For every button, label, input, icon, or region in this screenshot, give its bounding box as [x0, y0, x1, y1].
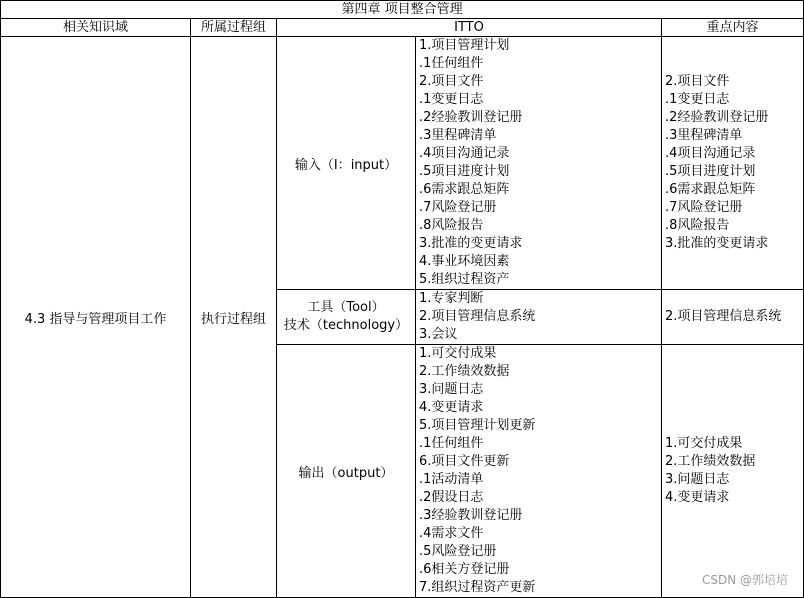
- list-item: .4需求文件: [419, 526, 484, 541]
- inputs-row: [1, 37, 804, 290]
- input-key-points: [662, 37, 804, 290]
- list-item: .4项目沟通记录: [419, 146, 510, 161]
- list-item: 5.项目管理计划更新: [419, 418, 536, 433]
- output-label: 输出（output）: [277, 345, 416, 598]
- header-process-group: 所属过程组: [191, 19, 277, 37]
- list-item: 5.组织过程资产: [419, 272, 510, 287]
- list-item: 4.变更请求: [665, 490, 730, 505]
- header-knowledge-area: 相关知识域: [1, 19, 191, 37]
- list-item: .7风险登记册: [665, 200, 743, 215]
- list-item: 2.项目文件: [665, 74, 730, 89]
- list-item: .2假设日志: [419, 490, 484, 505]
- input-items: [416, 37, 662, 290]
- list-item: .7风险登记册: [419, 200, 497, 215]
- list-item: 2.项目文件: [419, 74, 484, 89]
- list-item: .1变更日志: [419, 92, 484, 107]
- list-item: 2.项目管理信息系统: [419, 309, 536, 324]
- list-item: 2.项目管理信息系统: [665, 309, 782, 324]
- output-key-points: [662, 345, 804, 598]
- list-item: 1.可交付成果: [419, 346, 497, 361]
- header-row: [1, 19, 804, 37]
- title-row: [1, 1, 804, 19]
- knowledge-area-cell: 4.3 指导与管理项目工作: [1, 37, 191, 598]
- tools-label: [277, 290, 416, 345]
- list-item: .1任何组件: [419, 436, 484, 451]
- list-item: .8风险报告: [419, 218, 484, 233]
- list-item: 3.批准的变更请求: [419, 236, 523, 251]
- list-item: 2.工作绩效数据: [419, 364, 510, 379]
- list-item: .5项目进度计划: [419, 164, 510, 179]
- list-item: .1变更日志: [665, 92, 730, 107]
- output-items: [416, 345, 662, 598]
- list-item: .5风险登记册: [419, 544, 497, 559]
- input-label: 输入（I：input）: [277, 37, 416, 290]
- list-item: 1.可交付成果: [665, 436, 743, 451]
- list-item: 3.问题日志: [665, 472, 730, 487]
- list-item: .3经验教训登记册: [419, 508, 523, 523]
- list-item: 1.专家判断: [419, 291, 484, 306]
- process-group-cell: 执行过程组: [191, 37, 277, 598]
- list-item: .8风险报告: [665, 218, 730, 233]
- list-item: .5项目进度计划: [665, 164, 756, 179]
- header-key-points: 重点内容: [662, 19, 804, 37]
- list-item: .2经验教训登记册: [419, 110, 523, 125]
- list-item: 3.会议: [419, 327, 458, 342]
- list-item: .6需求跟总矩阵: [419, 182, 510, 197]
- list-item: .6需求跟总矩阵: [665, 182, 756, 197]
- list-item: .1活动清单: [419, 472, 484, 487]
- tools-label-line1: 工具（Tool）: [307, 300, 385, 315]
- list-item: 2.工作绩效数据: [665, 454, 756, 469]
- list-item: .3里程碑清单: [665, 128, 743, 143]
- list-item: .3里程碑清单: [419, 128, 497, 143]
- list-item: .4项目沟通记录: [665, 146, 756, 161]
- list-item: 7.组织过程资产更新: [419, 580, 536, 595]
- list-item: 3.批准的变更请求: [665, 236, 769, 251]
- list-item: .6相关方登记册: [419, 562, 510, 577]
- watermark: CSDN @郭培培: [701, 573, 788, 587]
- tools-label-line2: 技术（technology）: [283, 318, 409, 333]
- tools-key-points: [662, 290, 804, 345]
- header-itto: ITTO: [277, 19, 662, 37]
- list-item: 1.项目管理计划: [419, 38, 510, 53]
- list-item: 4.变更请求: [419, 400, 484, 415]
- tools-items: [416, 290, 662, 345]
- list-item: .2经验教训登记册: [665, 110, 769, 125]
- list-item: 4.事业环境因素: [419, 254, 510, 269]
- list-item: 3.问题日志: [419, 382, 484, 397]
- table-title: 第四章 项目整合管理: [1, 1, 804, 19]
- list-item: .1任何组件: [419, 56, 484, 71]
- list-item: 6.项目文件更新: [419, 454, 510, 469]
